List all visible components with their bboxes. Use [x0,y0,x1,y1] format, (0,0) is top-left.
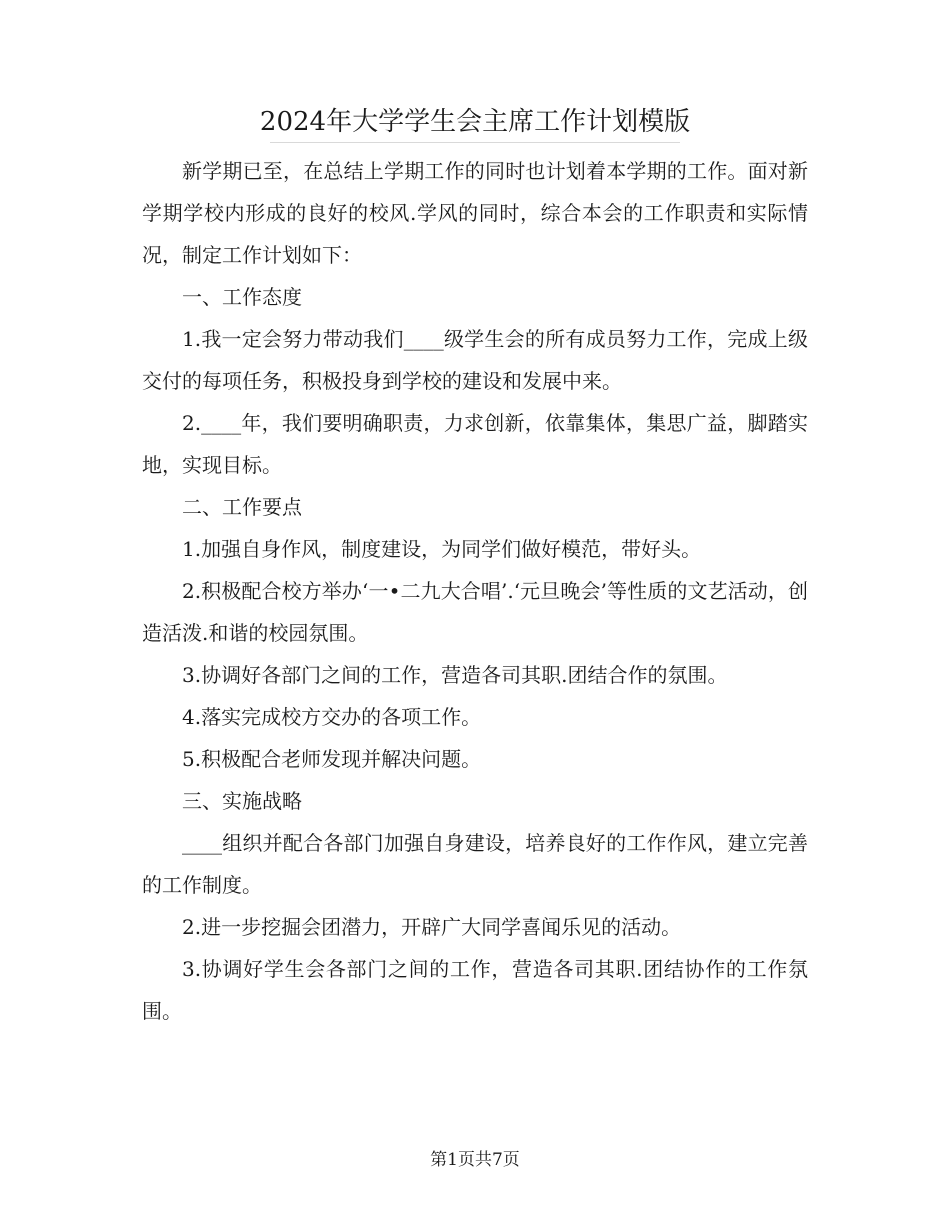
paragraph-intro: 新学期已至，在总结上学期工作的同时也计划着本学期的工作。面对新学期学校内形成的良好的校风.学风的同时，综合本会的工作职责和实际情况，制定工作计划如下： [142,159,808,267]
paragraph-strategy-2: 2.进一步挖掘会团潜力，开辟广大同学喜闻乐见的活动。 [182,915,682,939]
document-title: 2024年大学学生会主席工作计划模版 [259,107,691,137]
paragraph-key-point-4: 4.落实完成校方交办的各项工作。 [182,705,482,729]
document-body [142,150,808,1032]
paragraph-key-point-1: 1.加强自身作风，制度建设，为同学们做好模范，带好头。 [182,537,702,561]
paragraph-key-point-2: 2.积极配合校方举办‘一•二九大合唱’.‘元旦晚会’等性质的文艺活动，创造活泼.和谐的校园氛围。 [142,579,808,645]
section-heading-attitude: 一、工作态度 [182,285,302,309]
paragraph-strategy-1: ____组织并配合各部门加强自身建设，培养良好的工作作风，建立完善的工作制度。 [142,831,808,897]
paragraph-key-point-5: 5.积极配合老师发现并解决问题。 [182,747,482,771]
paragraph-attitude-1: 1.我一定会努力带动我们____级学生会的所有成员努力工作，完成上级交付的每项任务，积极投身到学校的建设和发展中来。 [142,327,808,393]
paragraph-strategy-3: 3.协调好学生会各部门之间的工作，营造各司其职.团结协作的工作氛围。 [142,957,808,1023]
title-underline [270,142,680,143]
paragraph-attitude-2: 2.____年，我们要明确职责，力求创新，依靠集体，集思广益，脚踏实地，实现目标。 [142,411,808,477]
section-heading-strategy: 三、实施战略 [182,789,302,813]
page-number-footer: 第1页共7页 [430,1150,520,1170]
paragraph-key-point-3: 3.协调好各部门之间的工作，营造各司其职.团结合作的氛围。 [182,663,728,687]
section-heading-key-points: 二、工作要点 [182,495,302,519]
